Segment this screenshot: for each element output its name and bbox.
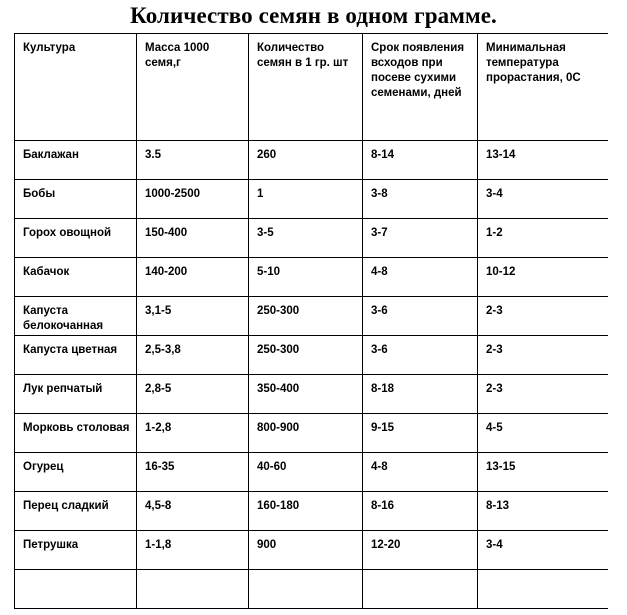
cell-min-temperature: 3-4 xyxy=(478,180,609,219)
cell-culture: Капуста цветная xyxy=(15,336,137,375)
table-row xyxy=(15,219,609,258)
cell-germination-days: 8-16 xyxy=(363,492,478,531)
cell-mass-1000: 2,5-3,8 xyxy=(137,336,249,375)
table-row xyxy=(15,297,609,336)
cell-seeds-per-gram: 800-900 xyxy=(249,414,363,453)
column-header-min-temperature: Минимальная температура прорастания, 0С xyxy=(478,34,609,141)
column-header-germination-days: Срок появления всходов при посеве сухими семенами, дней xyxy=(363,34,478,141)
page-title: Количество семян в одном грамме. xyxy=(130,3,497,28)
cell-mass-1000 xyxy=(137,570,249,609)
cell-min-temperature: 13-15 xyxy=(478,453,609,492)
column-header-mass-1000: Масса 1000 семя,г xyxy=(137,34,249,141)
table-row xyxy=(15,258,609,297)
cell-culture: Горох овощной xyxy=(15,219,137,258)
table-body xyxy=(15,141,609,609)
table-row xyxy=(15,414,609,453)
column-header-seeds-per-gram: Количество семян в 1 гр. шт xyxy=(249,34,363,141)
cell-seeds-per-gram xyxy=(249,570,363,609)
cell-mass-1000: 1-2,8 xyxy=(137,414,249,453)
cell-mass-1000: 3.5 xyxy=(137,141,249,180)
cell-germination-days: 8-14 xyxy=(363,141,478,180)
cell-seeds-per-gram: 160-180 xyxy=(249,492,363,531)
cell-min-temperature xyxy=(478,570,609,609)
cell-seeds-per-gram: 5-10 xyxy=(249,258,363,297)
cell-culture: Огурец xyxy=(15,453,137,492)
cell-min-temperature: 2-3 xyxy=(478,297,609,336)
table-row xyxy=(15,531,609,570)
cell-culture: Петрушка xyxy=(15,531,137,570)
table-row xyxy=(15,141,609,180)
cell-seeds-per-gram: 900 xyxy=(249,531,363,570)
cell-min-temperature: 13-14 xyxy=(478,141,609,180)
cell-mass-1000: 4,5-8 xyxy=(137,492,249,531)
cell-culture: Бобы xyxy=(15,180,137,219)
cell-mass-1000: 3,1-5 xyxy=(137,297,249,336)
cell-germination-days: 9-15 xyxy=(363,414,478,453)
cell-mass-1000: 2,8-5 xyxy=(137,375,249,414)
cell-min-temperature: 2-3 xyxy=(478,336,609,375)
cell-germination-days: 8-18 xyxy=(363,375,478,414)
column-header-culture: Культура xyxy=(15,34,137,141)
cell-culture: Морковь столовая xyxy=(15,414,137,453)
cell-seeds-per-gram: 260 xyxy=(249,141,363,180)
cell-germination-days: 4-8 xyxy=(363,453,478,492)
cell-min-temperature: 8-13 xyxy=(478,492,609,531)
cell-germination-days xyxy=(363,570,478,609)
cell-seeds-per-gram: 250-300 xyxy=(249,297,363,336)
cell-mass-1000: 140-200 xyxy=(137,258,249,297)
cell-culture: Перец сладкий xyxy=(15,492,137,531)
cell-seeds-per-gram: 3-5 xyxy=(249,219,363,258)
cell-min-temperature: 4-5 xyxy=(478,414,609,453)
cell-germination-days: 4-8 xyxy=(363,258,478,297)
table-header xyxy=(15,34,609,141)
cell-min-temperature: 1-2 xyxy=(478,219,609,258)
cell-germination-days: 12-20 xyxy=(363,531,478,570)
cell-seeds-per-gram: 1 xyxy=(249,180,363,219)
cell-germination-days: 3-6 xyxy=(363,297,478,336)
cell-mass-1000: 1-1,8 xyxy=(137,531,249,570)
table-row xyxy=(15,570,609,609)
seed-quantity-table xyxy=(14,33,608,609)
cell-mass-1000: 1000-2500 xyxy=(137,180,249,219)
cell-seeds-per-gram: 350-400 xyxy=(249,375,363,414)
table-row xyxy=(15,375,609,414)
cell-mass-1000: 16-35 xyxy=(137,453,249,492)
cell-seeds-per-gram: 250-300 xyxy=(249,336,363,375)
table-row xyxy=(15,492,609,531)
cell-culture xyxy=(15,570,137,609)
table-row xyxy=(15,336,609,375)
cell-mass-1000: 150-400 xyxy=(137,219,249,258)
cell-germination-days: 3-7 xyxy=(363,219,478,258)
table-row xyxy=(15,453,609,492)
cell-germination-days: 3-8 xyxy=(363,180,478,219)
cell-culture: Баклажан xyxy=(15,141,137,180)
cell-culture: Кабачок xyxy=(15,258,137,297)
cell-culture: Капуста белокочанная xyxy=(15,297,137,336)
table-row xyxy=(15,180,609,219)
cell-min-temperature: 3-4 xyxy=(478,531,609,570)
header-row xyxy=(15,34,609,141)
cell-germination-days: 3-6 xyxy=(363,336,478,375)
table-container xyxy=(14,33,608,615)
cell-min-temperature: 10-12 xyxy=(478,258,609,297)
cell-culture: Лук репчатый xyxy=(15,375,137,414)
cell-seeds-per-gram: 40-60 xyxy=(249,453,363,492)
cell-min-temperature: 2-3 xyxy=(478,375,609,414)
